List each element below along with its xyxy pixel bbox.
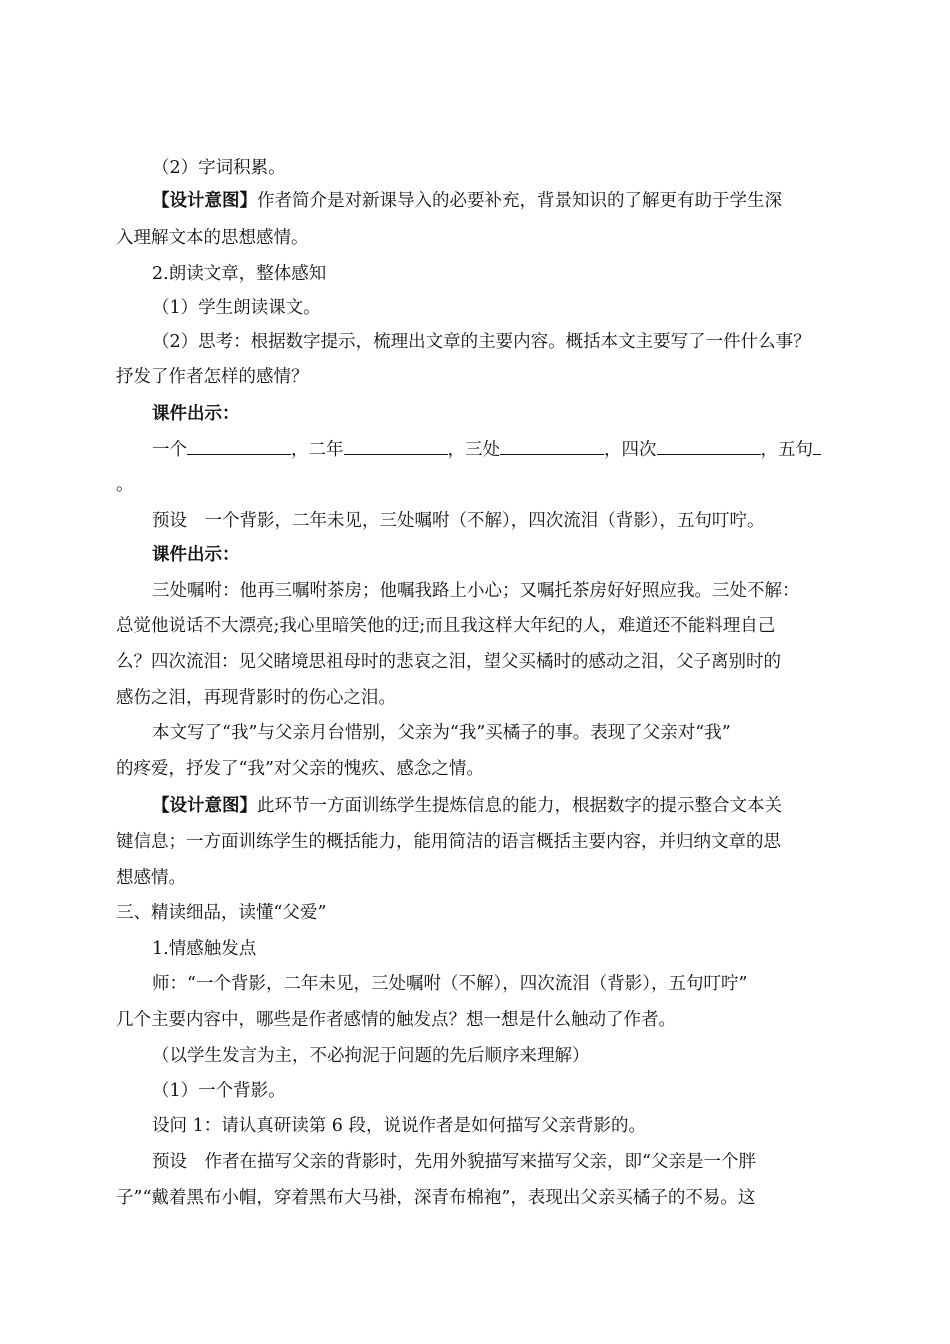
text-line: 本文写了“我”与父亲月台惜别，父亲为“我”买橘子的事。表现了父亲对“我”	[152, 723, 731, 743]
text-span: 作者简介是对新课导入的必要补充，背景知识的了解更有助于学生深	[257, 191, 782, 211]
text-span: ，二年	[291, 440, 344, 460]
blank-line	[500, 436, 604, 455]
text-line: 预设 一个背影，二年未见，三处嘱咐（不解），四次流泪（背影），五句叮咛。	[152, 511, 765, 531]
text-line: 想感情。	[116, 868, 186, 888]
text-line: （以学生发言为主，不必拘泥于问题的先后顺序来理解）	[152, 1046, 590, 1066]
text-line: 抒发了作者怎样的感情？	[116, 367, 309, 387]
text-span: 一个	[152, 440, 187, 460]
blank-line	[187, 436, 291, 455]
text-line: 键信息；一方面训练学生的概括能力，能用简洁的语言概括主要内容，并归纳文章的思	[116, 832, 781, 852]
section-heading: 2.朗读文章，整体感知	[152, 264, 327, 284]
blank-line	[344, 436, 448, 455]
text-line: 的疼爱，抒发了“我”对父亲的愧疚、感念之情。	[116, 759, 484, 779]
text-line: 么？四次流泪：见父睹境思祖母时的悲哀之泪，望父买橘时的感动之泪，父子离别时的	[116, 652, 781, 672]
text-line: 入理解文本的思想感情。	[116, 228, 309, 248]
blank-line	[657, 436, 761, 455]
text-line	[152, 794, 782, 818]
blank-line	[813, 436, 821, 455]
section-heading: 三、精读细品，读懂“父爱”	[116, 903, 327, 923]
text-span: ，四次	[604, 440, 657, 460]
text-line: （1）一个背影。	[152, 1081, 286, 1101]
text-line: 师：“一个背影，二年未见，三处嘱咐（不解），四次流泪（背影），五句叮咛”	[152, 974, 748, 994]
text-line: （1）学生朗读课文。	[152, 298, 321, 318]
text-line: （2）字词积累。	[152, 158, 286, 178]
text-line: 总觉他说话不大漂亮;我心里暗笑他的迂;而且我这样大年纪的人，难道还不能料理自己	[116, 616, 776, 636]
text-span: ，五句	[760, 440, 813, 460]
text-line: 感伤之泪，再现背影时的伤心之泪。	[116, 688, 396, 708]
fill-in-line	[152, 436, 821, 462]
text-line: 三处嘱咐：他再三嘱咐茶房；他嘱我路上小心；又嘱托茶房好好照应我。三处不解：	[152, 581, 800, 601]
text-span: ，三处	[447, 440, 500, 460]
text-line: 预设 作者在描写父亲的背影时，先用外貌描写来描写父亲，即“父亲是一个胖	[152, 1152, 756, 1172]
design-intent-label: 【设计意图】	[152, 796, 257, 816]
text-span: 此环节一方面训练学生提炼信息的能力，根据数字的提示整合文本关	[257, 796, 782, 816]
text-line: 设问 1：请认真研读第 6 段，说说作者是如何描写父亲背影的。	[152, 1116, 646, 1136]
text-line: 。	[116, 475, 134, 495]
text-line: 几个主要内容中，哪些是作者感情的触发点？想一想是什么触动了作者。	[116, 1010, 676, 1030]
design-intent-label: 【设计意图】	[152, 191, 257, 211]
section-heading: 1.情感触发点	[152, 939, 257, 959]
courseware-label: 课件出示：	[152, 404, 240, 424]
text-line: 子”“戴着黑布小帽，穿着黑布大马褂，深青布棉袍”，表现出父亲买橘子的不易。这	[116, 1188, 756, 1208]
text-line	[152, 189, 782, 213]
text-line: （2）思考：根据数字提示，梳理出文章的主要内容。概括本文主要写了一件什么事？	[152, 332, 811, 352]
courseware-label: 课件出示：	[152, 545, 240, 565]
